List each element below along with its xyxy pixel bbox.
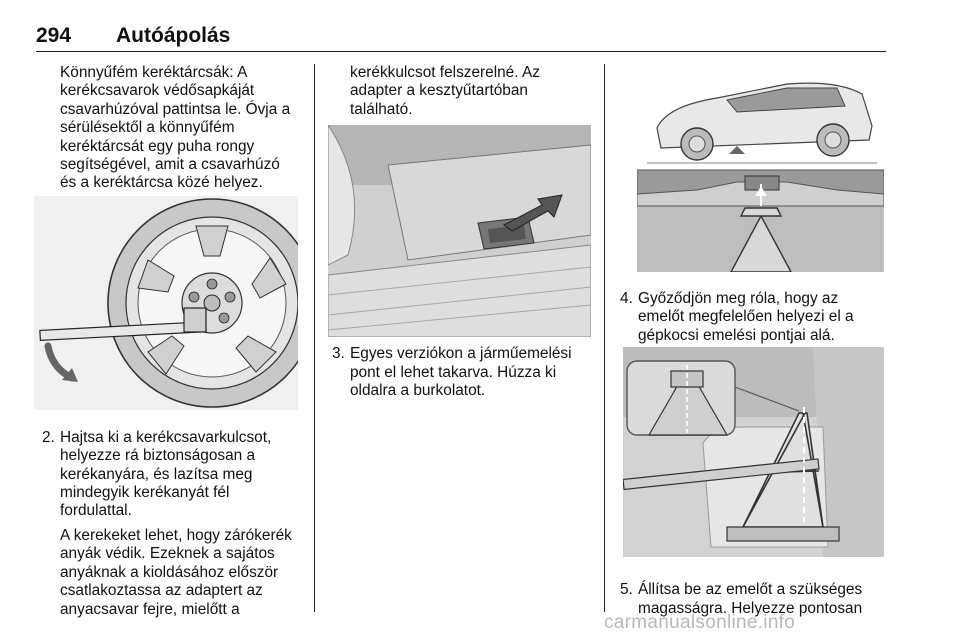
text-line: fordulattal.	[60, 502, 132, 520]
text-line: anyák védik. Ezeknek a sajátos	[60, 545, 275, 563]
text-line: található.	[350, 100, 413, 118]
text-line: keréktárcsát egy puha rongy	[60, 137, 255, 155]
text-line: kerékcsavarok védősapkáját	[60, 82, 255, 100]
text-line: anyacsavar fejre, mielőtt a	[60, 600, 240, 618]
text-line: Állítsa be az emelőt a szükséges	[638, 581, 863, 599]
step-2	[36, 429, 308, 521]
text-line: gépkocsi emelési pontjai alá.	[638, 326, 835, 344]
text-line: Egyes verziókon a járműemelési	[350, 345, 572, 363]
step-number: 4.	[620, 290, 633, 307]
wheel-wrench-illustration	[34, 196, 298, 410]
page-header	[36, 24, 886, 52]
text-line: Könnyűfém keréktárcsák: A	[60, 64, 248, 81]
car-on-jack-illustration	[637, 66, 884, 272]
step-3	[326, 345, 594, 400]
section-title: Autóápolás	[116, 24, 231, 47]
text-line: pont el lehet takarva. Húzza ki	[350, 363, 557, 381]
text-line: oldalra a burkolatot.	[350, 382, 486, 400]
alloy-wheel-paragraph	[36, 64, 308, 193]
text-line: és a keréktárcsa közé helyez.	[60, 174, 263, 192]
page-number: 294	[36, 24, 72, 47]
text-line: A kerekeket lehet, hogy zárókerék	[60, 526, 292, 544]
text-line: csavarhúzóval pattintsa le. Óvja a	[60, 100, 291, 118]
lock-nut-note	[36, 527, 308, 619]
text-line: csatlakoztassa az adaptert az	[60, 582, 263, 600]
watermark: carmanualsonline.info	[604, 612, 796, 633]
column-separator	[604, 64, 605, 612]
text-line: kerékkulcsot felszerelné. Az	[350, 64, 540, 81]
step-4	[614, 290, 888, 345]
text-line: kerékanyára, és lazítsa meg	[60, 465, 253, 483]
text-line: mindegyik kerékanyát fél	[60, 484, 230, 502]
text-line: magasságra. Helyezze pontosan	[638, 599, 863, 617]
step-number: 3.	[332, 345, 345, 363]
text-line: emelőt megfelelően helyezi el a	[638, 308, 854, 326]
jack-placement-illustration	[623, 347, 884, 557]
column-separator	[314, 64, 315, 612]
sill-cover-illustration	[328, 125, 591, 337]
step-number: 5.	[620, 581, 633, 599]
adapter-paragraph	[326, 64, 594, 119]
text-line: segítségével, amit a csavarhúzó	[60, 156, 280, 174]
text-line: adapter a kesztyűtartóban	[350, 82, 528, 100]
text-line: helyezze rá biztonságosan a	[60, 447, 256, 465]
text-line: anyáknak a kioldásához először	[60, 563, 279, 581]
text-line: Győződjön meg róla, hogy az	[638, 290, 839, 307]
text-line: sérülésektől a könnyűfém	[60, 119, 235, 137]
text-line: Hajtsa ki a kerékcsavarkulcsot,	[60, 428, 272, 446]
step-number: 2.	[42, 428, 55, 446]
